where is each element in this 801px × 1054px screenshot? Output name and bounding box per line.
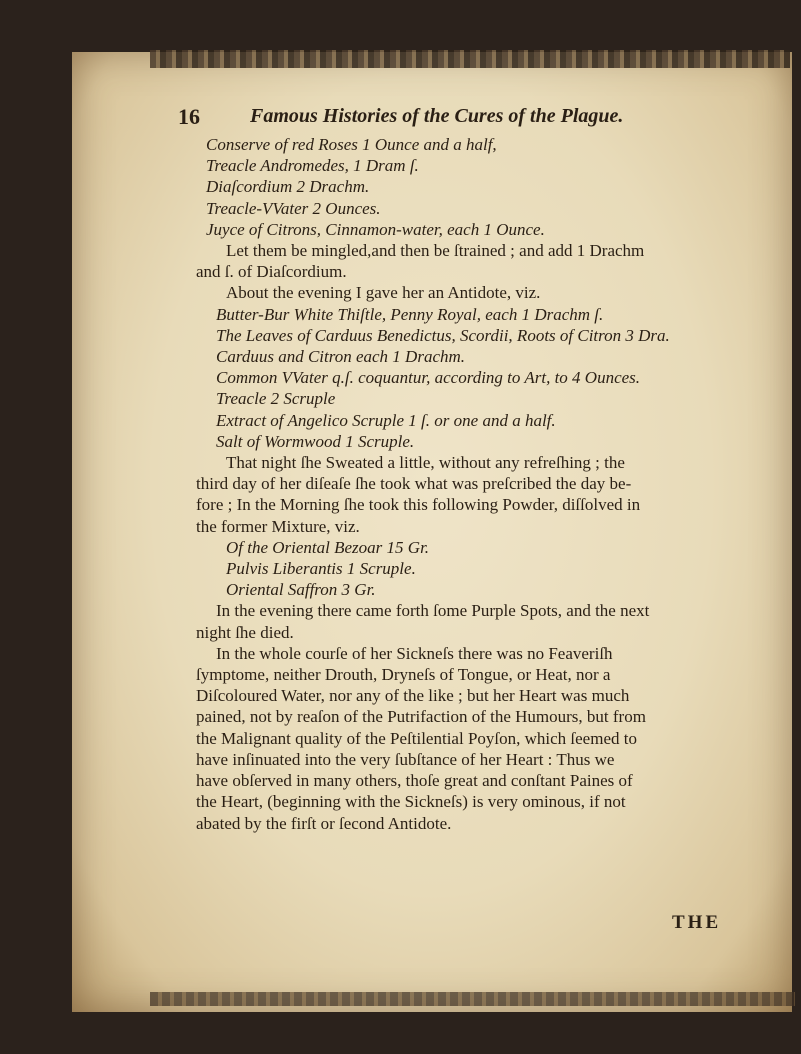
text-line: fore ; In the Morning ſhe took this following Powder, diſſolved in: [196, 495, 641, 515]
text-line: Oriental Saffron 3 Gr.: [226, 580, 376, 600]
text-line: have obſerved in many others, thoſe great and conſtant Paines of: [196, 771, 633, 791]
text-line: In the evening there came forth ſome Purple Spots, and the next: [216, 601, 650, 621]
page-text: [178, 100, 756, 834]
text-line: the Heart, (beginning with the Sickneſs) is very ominous, if not: [196, 792, 626, 812]
running-header: [178, 100, 756, 134]
text-line: the former Mixture, viz.: [196, 516, 360, 536]
text-line: Conserve of red Roses 1 Ounce and a half,: [206, 135, 497, 154]
text-line: In the whole courſe of her Sickneſs there was no Feaveriſh: [216, 643, 613, 663]
text-line: pained, not by reaſon of the Putrifaction of the Humours, but from: [196, 707, 646, 727]
text-line: have inſinuated into the very ſubſtance of her Heart : Thus we: [196, 749, 615, 769]
text-line: Of the Oriental Bezoar 15 Gr.: [226, 537, 430, 557]
page-top-edge: [150, 50, 790, 68]
text-line: Let them be mingled,and then be ſtrained ; and add 1 Drachm: [226, 241, 645, 261]
text-line: Diaſcordium 2 Drachm.: [206, 177, 370, 197]
text-line: Extract of Angelico Scruple 1 ſ. or one and a half.: [216, 410, 556, 430]
text-line: Butter-Bur White Thiſtle, Penny Royal, each 1 Drachm ſ.: [216, 304, 604, 324]
text-line: Treacle Andromedes, 1 Dram ſ.: [206, 156, 419, 176]
text-line: the Malignant quality of the Peſtilential Poyſon, which ſeemed to: [196, 728, 637, 748]
text-line: and ſ. of Diaſcordium.: [196, 262, 347, 282]
text-line: night ſhe died.: [196, 622, 294, 642]
text-line: Diſcoloured Water, nor any of the like ; but her Heart was much: [196, 686, 630, 706]
page-bottom-edge: [150, 992, 795, 1006]
text-line: Salt of Wormwood 1 Scruple.: [216, 431, 415, 451]
text-line: The Leaves of Carduus Benedictus, Scordii, Roots of Citron 3 Dra.: [216, 325, 670, 345]
page-number: 16: [178, 104, 200, 129]
text-line: About the evening I gave her an Antidote, viz.: [226, 283, 541, 303]
text-line: third day of her diſeaſe ſhe took what was preſcribed the day be-: [196, 474, 632, 494]
text-line: Pulvis Liberantis 1 Scruple.: [226, 559, 416, 579]
text-line: Common VVater q.ſ. coquantur, according to Art, to 4 Ounces.: [216, 368, 641, 388]
text-line: Treacle-VVater 2 Ounces.: [206, 198, 381, 218]
text-line: Juyce of Citrons, Cinnamon-water, each 1 Ounce.: [206, 219, 545, 239]
running-title: Famous Histories of the Cures of the Plague.: [250, 105, 624, 127]
text-line: abated by the firſt or ſecond Antidote.: [196, 813, 452, 833]
text-line: ſymptome, neither Drouth, Dryneſs of Tongue, or Heat, nor a: [196, 665, 611, 685]
text-line: Treacle 2 Scruple: [216, 389, 336, 409]
text-line: Carduus and Citron each 1 Drachm.: [216, 347, 466, 367]
catchword: THE: [672, 912, 722, 933]
text-line: That night ſhe Sweated a little, without any refreſhing ; the: [226, 453, 625, 473]
